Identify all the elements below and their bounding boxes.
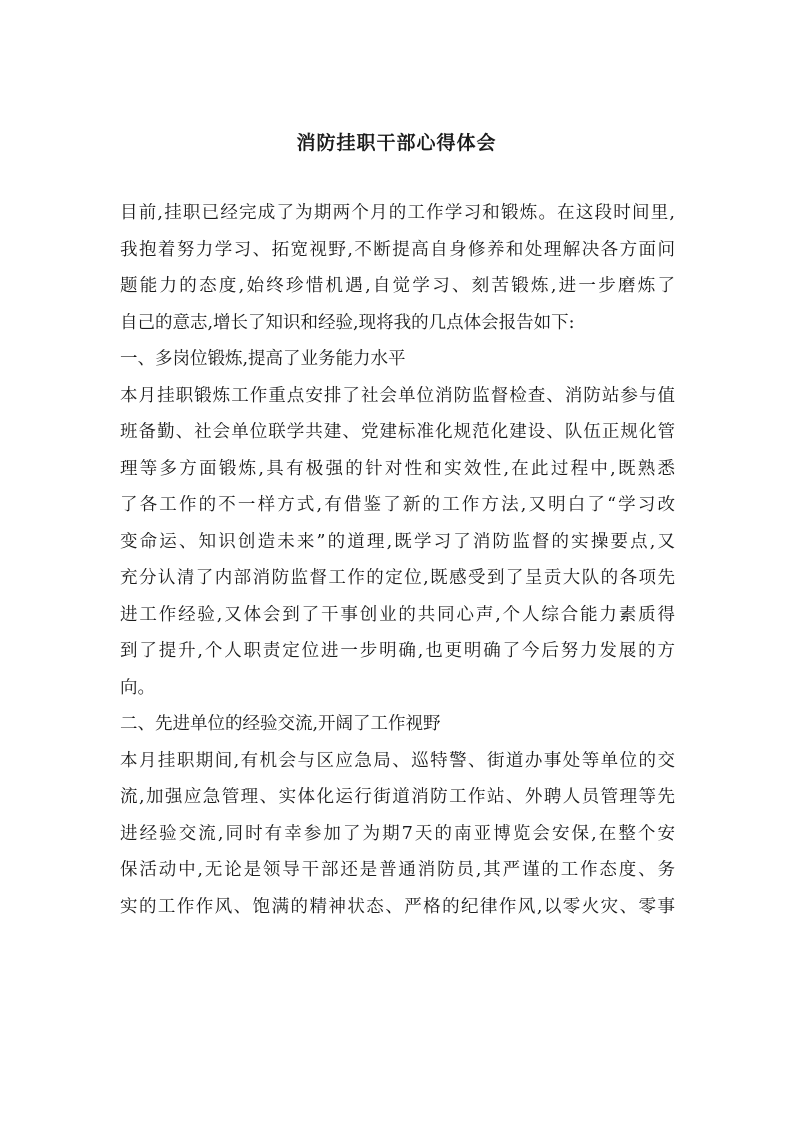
text-line: 了各工作的不一样方式,有借鉴了新的工作方法,又明白了“学习改 (120, 495, 675, 515)
text-line: 进工作经验,又体会到了干事创业的共同心声,个人综合能力素质得 (120, 604, 675, 625)
document-title: 消防挂职干部心得体会 (296, 132, 497, 154)
text-line: 流,加强应急管理、实体化运行街道消防工作站、外聘人员管理等先 (120, 787, 675, 807)
text-line: 理等多方面锻炼,具有极强的针对性和实效性,在此过程中,既熟悉 (120, 458, 675, 479)
text-line: 保活动中,无论是领导干部还是普通消防员,其严谨的工作态度、务 (120, 860, 675, 880)
text-line: 向。 (120, 677, 155, 698)
document-body (120, 195, 675, 925)
text-line: 充分认清了内部消防监督工作的定位,既感受到了呈贡大队的各项先 (120, 568, 675, 588)
text-line: 进经验交流,同时有幸参加了为期7天的南亚博览会安保,在整个安 (120, 823, 675, 844)
text-line: 到了提升,个人职责定位进一步明确,也更明确了今后努力发展的方 (120, 641, 675, 661)
text-line: 变命运、知识创造未来”的道理,既学习了消防监督的实操要点,又 (120, 531, 675, 552)
text-line: 实的工作作风、饱满的精神状态、严格的纪律作风,以零火灾、零事 (120, 896, 675, 917)
text-line: 我抱着努力学习、拓宽视野,不断提高自身修养和处理解决各方面问 (120, 239, 675, 260)
text-line: 本月挂职期间,有机会与区应急局、巡特警、街道办事处等单位的交 (120, 750, 675, 771)
text-line: 目前,挂职已经完成了为期两个月的工作学习和锻炼。在这段时间里, (120, 203, 675, 223)
text-line: 本月挂职锻炼工作重点安排了社会单位消防监督检查、消防站参与值 (120, 385, 675, 406)
text-line: 班备勤、社会单位联学共建、党建标准化规范化建设、队伍正规化管 (120, 422, 675, 442)
text-line: 自己的意志,增长了知识和经验,现将我的几点体会报告如下: (120, 312, 575, 333)
section-heading-1: 一、多岗位锻炼,提高了业务能力水平 (120, 349, 406, 369)
section-heading-2: 二、先进单位的经验交流,开阔了工作视野 (120, 714, 441, 734)
text-line: 题能力的态度,始终珍惜机遇,自觉学习、刻苦锻炼,进一步磨炼了 (120, 276, 675, 296)
